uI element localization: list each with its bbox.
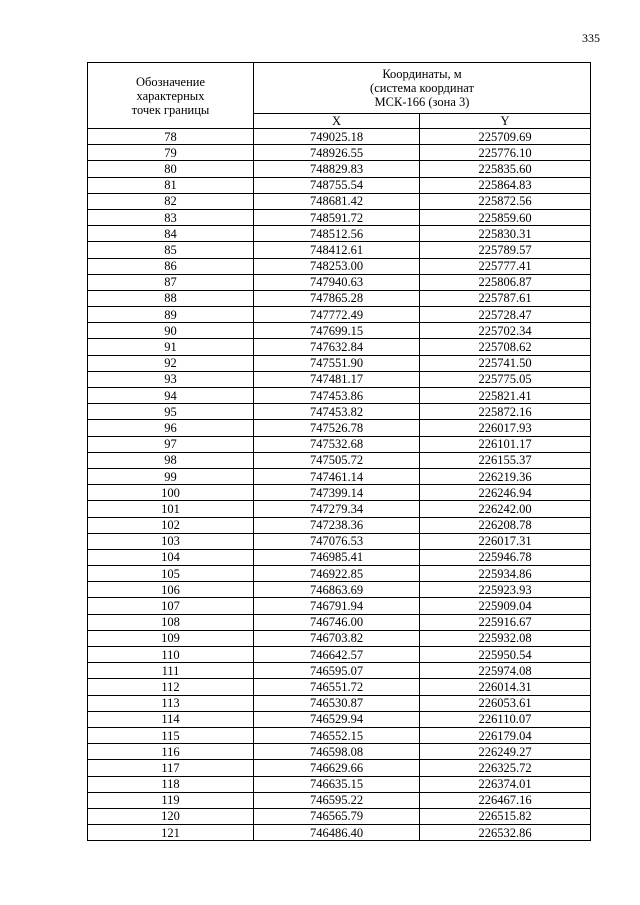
point-number-cell: 117 [88,760,254,776]
x-coordinate-cell: 746595.22 [254,792,420,808]
x-coordinate-cell: 747399.14 [254,485,420,501]
y-coordinate-cell: 225708.62 [420,339,591,355]
x-coordinate-cell: 746703.82 [254,630,420,646]
table-row [88,129,591,145]
table-row [88,468,591,484]
y-coordinate-cell: 225950.54 [420,647,591,663]
x-coordinate-cell: 747772.49 [254,307,420,323]
table-row [88,145,591,161]
x-coordinate-cell: 746551.72 [254,679,420,695]
table-row [88,242,591,258]
point-number-cell: 95 [88,404,254,420]
point-number-cell: 91 [88,339,254,355]
y-coordinate-cell: 226249.27 [420,744,591,760]
y-coordinate-cell: 226325.72 [420,760,591,776]
point-number-cell: 94 [88,388,254,404]
table-body [88,129,591,841]
y-coordinate-cell: 225864.83 [420,177,591,193]
point-number-cell: 80 [88,161,254,177]
table-row [88,549,591,565]
y-coordinate-cell: 225821.41 [420,388,591,404]
point-number-cell: 99 [88,468,254,484]
x-coordinate-cell: 747865.28 [254,290,420,306]
y-coordinate-cell: 226014.31 [420,679,591,695]
y-coordinate-cell: 225872.56 [420,193,591,209]
point-number-cell: 109 [88,630,254,646]
x-coordinate-cell: 748512.56 [254,226,420,242]
y-coordinate-cell: 226374.01 [420,776,591,792]
point-number-cell: 85 [88,242,254,258]
y-coordinate-cell: 226467.16 [420,792,591,808]
table-row [88,727,591,743]
y-coordinate-cell: 226219.36 [420,468,591,484]
y-coordinate-cell: 226515.82 [420,808,591,824]
table-row [88,452,591,468]
x-coordinate-cell: 748412.61 [254,242,420,258]
point-number-cell: 120 [88,808,254,824]
point-number-cell: 88 [88,290,254,306]
x-coordinate-cell: 746635.15 [254,776,420,792]
table-row [88,760,591,776]
table-row [88,355,591,371]
y-coordinate-cell: 225909.04 [420,598,591,614]
x-coordinate-cell: 747505.72 [254,452,420,468]
point-number-cell: 116 [88,744,254,760]
table-row [88,792,591,808]
x-coordinate-cell: 746529.94 [254,711,420,727]
point-number-cell: 81 [88,177,254,193]
x-coordinate-cell: 748591.72 [254,209,420,225]
coords-label-line: (система координат [370,81,474,95]
x-coordinate-cell: 747461.14 [254,468,420,484]
x-coordinate-cell: 746486.40 [254,825,420,841]
x-coordinate-cell: 746595.07 [254,663,420,679]
x-coordinate-cell: 746985.41 [254,549,420,565]
table-header [88,63,591,129]
y-coordinate-cell: 226242.00 [420,501,591,517]
point-number-cell: 104 [88,549,254,565]
x-coordinate-cell: 747526.78 [254,420,420,436]
x-coordinate-cell: 746642.57 [254,647,420,663]
x-coordinate-cell: 747279.34 [254,501,420,517]
y-coordinate-cell: 225777.41 [420,258,591,274]
x-coordinate-cell: 748681.42 [254,193,420,209]
point-number-cell: 98 [88,452,254,468]
y-coordinate-cell: 226155.37 [420,452,591,468]
table-row [88,825,591,841]
y-coordinate-cell: 226532.86 [420,825,591,841]
point-number-cell: 112 [88,679,254,695]
y-coordinate-cell: 225741.50 [420,355,591,371]
table-row [88,533,591,549]
table-row [88,193,591,209]
y-coordinate-cell: 225932.08 [420,630,591,646]
y-coordinate-cell: 226179.04 [420,727,591,743]
y-coordinate-cell: 226053.61 [420,695,591,711]
coordinates-table [87,62,591,841]
table-row [88,209,591,225]
point-number-cell: 119 [88,792,254,808]
point-label-line: Обозначение [135,74,206,89]
x-coordinate-cell: 748829.83 [254,161,420,177]
x-coordinate-cell: 747076.53 [254,533,420,549]
table-row [88,420,591,436]
y-coordinate-cell: 225776.10 [420,145,591,161]
point-number-cell: 84 [88,226,254,242]
x-coordinate-cell: 747632.84 [254,339,420,355]
x-coordinate-cell: 747699.15 [254,323,420,339]
table-row [88,161,591,177]
table-row [88,679,591,695]
table-row [88,226,591,242]
y-coordinate-cell: 225859.60 [420,209,591,225]
x-coordinate-cell: 748755.54 [254,177,420,193]
x-column-header: X [254,114,420,129]
table-row [88,323,591,339]
page-number: 335 [582,31,600,45]
x-coordinate-cell: 746863.69 [254,582,420,598]
x-coordinate-cell: 746530.87 [254,695,420,711]
x-coordinate-cell: 746629.66 [254,760,420,776]
point-number-cell: 96 [88,420,254,436]
table-row [88,598,591,614]
y-coordinate-cell: 225775.05 [420,371,591,387]
point-number-cell: 114 [88,711,254,727]
table-row [88,517,591,533]
table-row [88,566,591,582]
x-coordinate-cell: 747453.82 [254,404,420,420]
header-row-top [88,63,591,114]
y-coordinate-cell: 225787.61 [420,290,591,306]
point-number-cell: 105 [88,566,254,582]
table-row [88,744,591,760]
table-row [88,307,591,323]
y-coordinate-cell: 225946.78 [420,549,591,565]
point-number-cell: 86 [88,258,254,274]
point-number-cell: 115 [88,727,254,743]
table-row [88,388,591,404]
table-row [88,274,591,290]
x-coordinate-cell: 747481.17 [254,371,420,387]
point-number-cell: 87 [88,274,254,290]
point-designation-header [88,63,254,129]
table-row [88,663,591,679]
point-number-cell: 113 [88,695,254,711]
y-coordinate-cell: 225702.34 [420,323,591,339]
table-row [88,339,591,355]
x-coordinate-cell: 746565.79 [254,808,420,824]
table-row [88,776,591,792]
point-number-cell: 110 [88,647,254,663]
y-coordinate-cell: 226017.31 [420,533,591,549]
y-coordinate-cell: 226208.78 [420,517,591,533]
point-number-cell: 121 [88,825,254,841]
y-coordinate-cell: 225806.87 [420,274,591,290]
y-coordinate-cell: 226110.07 [420,711,591,727]
table-row [88,371,591,387]
table-row [88,630,591,646]
y-coordinate-cell: 225830.31 [420,226,591,242]
coords-label-line: МСК-166 (зона 3) [374,95,470,109]
y-column-header: Y [420,114,591,129]
point-number-cell: 97 [88,436,254,452]
table-row [88,582,591,598]
y-coordinate-cell: 225934.86 [420,566,591,582]
point-number-cell: 93 [88,371,254,387]
point-label-line: точек границы [131,102,210,117]
y-coordinate-cell: 225789.57 [420,242,591,258]
point-number-cell: 118 [88,776,254,792]
point-number-cell: 108 [88,614,254,630]
x-coordinate-cell: 746598.08 [254,744,420,760]
x-coordinate-cell: 748253.00 [254,258,420,274]
table-row [88,614,591,630]
table-row [88,436,591,452]
x-coordinate-cell: 746791.94 [254,598,420,614]
point-number-cell: 107 [88,598,254,614]
table-row [88,485,591,501]
x-coordinate-cell: 747551.90 [254,355,420,371]
y-coordinate-cell: 225923.93 [420,582,591,598]
table-row [88,501,591,517]
point-number-cell: 79 [88,145,254,161]
point-number-cell: 83 [88,209,254,225]
point-number-cell: 90 [88,323,254,339]
x-coordinate-cell: 746746.00 [254,614,420,630]
point-number-cell: 101 [88,501,254,517]
y-coordinate-cell: 226017.93 [420,420,591,436]
table-row [88,177,591,193]
coords-label-line: Координаты, м [382,67,462,81]
point-number-cell: 82 [88,193,254,209]
point-number-cell: 106 [88,582,254,598]
x-coordinate-cell: 748926.55 [254,145,420,161]
y-coordinate-cell: 226101.17 [420,436,591,452]
table-row [88,404,591,420]
x-coordinate-cell: 747453.86 [254,388,420,404]
point-number-cell: 100 [88,485,254,501]
point-number-cell: 92 [88,355,254,371]
point-number-cell: 89 [88,307,254,323]
point-label-line: характерных [136,88,205,103]
table-row [88,258,591,274]
x-coordinate-cell: 749025.18 [254,129,420,145]
y-coordinate-cell: 225728.47 [420,307,591,323]
x-coordinate-cell: 747940.63 [254,274,420,290]
point-number-cell: 102 [88,517,254,533]
x-coordinate-cell: 747532.68 [254,436,420,452]
coordinates-header [254,63,591,114]
y-coordinate-cell: 225974.08 [420,663,591,679]
x-coordinate-cell: 747238.36 [254,517,420,533]
y-coordinate-cell: 225872.16 [420,404,591,420]
table-row [88,711,591,727]
x-coordinate-cell: 746922.85 [254,566,420,582]
point-number-cell: 103 [88,533,254,549]
table-row [88,808,591,824]
y-coordinate-cell: 225916.67 [420,614,591,630]
point-number-cell: 111 [88,663,254,679]
point-number-cell: 78 [88,129,254,145]
y-coordinate-cell: 225709.69 [420,129,591,145]
table-row [88,647,591,663]
y-coordinate-cell: 225835.60 [420,161,591,177]
table-row [88,695,591,711]
x-coordinate-cell: 746552.15 [254,727,420,743]
table-row [88,290,591,306]
y-coordinate-cell: 226246.94 [420,485,591,501]
